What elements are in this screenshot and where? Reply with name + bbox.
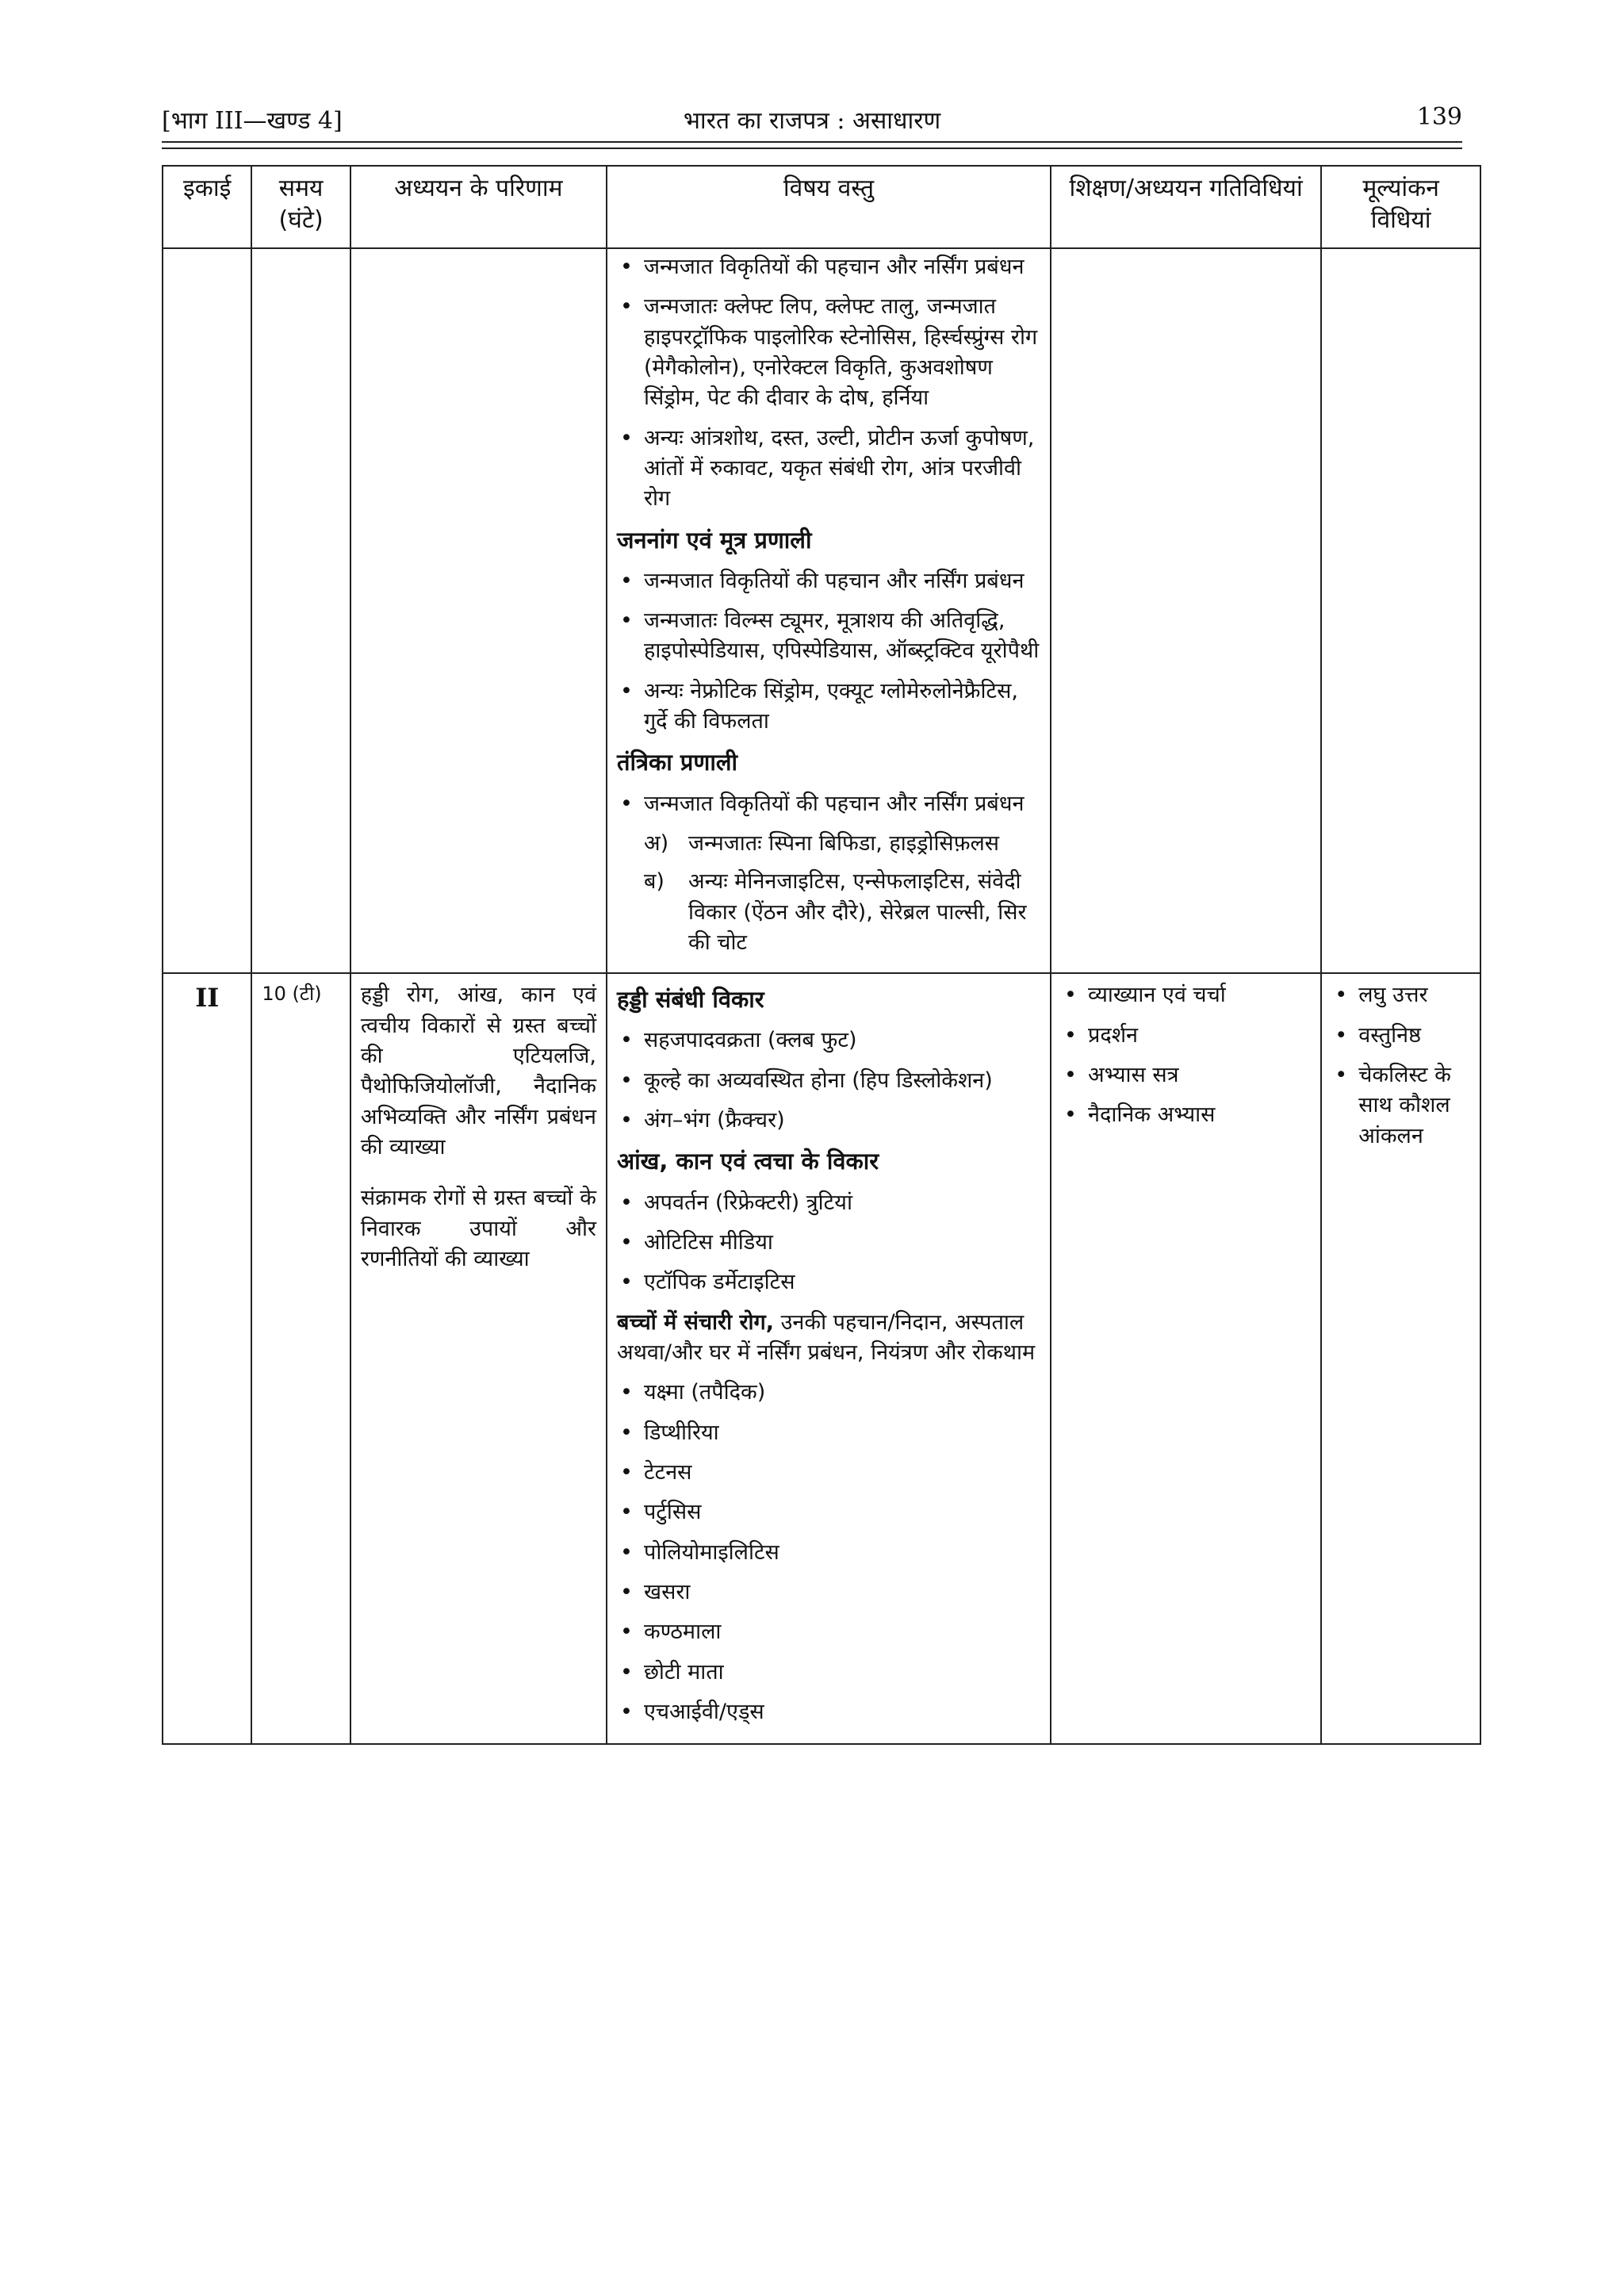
section-heading-eye-ear-skin: आंख, कान एवं त्वचा के विकार	[616, 1148, 879, 1175]
table-row	[163, 248, 1480, 973]
list-item: • पोलियोमाइलिटिस	[619, 1539, 779, 1565]
section-heading-genitourinary: जननांग एवं मूत्र प्रणाली	[616, 526, 812, 554]
list-item: • वस्तुनिष्ठ	[1335, 1022, 1422, 1048]
section-heading-bone-disorders: हड्डी संबंधी विकार	[616, 986, 764, 1014]
eye-ear-skin-list	[617, 1188, 1040, 1298]
list-item: • यक्ष्मा (तपैदिक)	[619, 1380, 766, 1405]
list-item: • जन्मजात विकृतियों की पहचान और नर्सिंग प्रबंधन	[619, 791, 1025, 816]
list-item: • जन्मजातः विल्म्स ट्यूमर, मूत्राशय की अतिवृद्धि, हाइपोस्पेडियास, एपिस्पेडियास, ऑब्स्ट्रक्टिव यूरोपैथी	[619, 608, 1040, 664]
list-item: • लघु उत्तर	[1335, 983, 1428, 1008]
table-row	[163, 973, 1480, 1744]
list-item: • जन्मजात विकृतियों की पहचान और नर्सिंग प्रबंधन	[619, 255, 1025, 279]
evaluation-cell-empty	[1321, 248, 1480, 973]
list-item: • अभ्यास सत्र	[1064, 1062, 1179, 1087]
page-number: 139	[1416, 103, 1462, 131]
list-item: • खसरा	[619, 1579, 691, 1604]
list-item: • प्रदर्शन	[1064, 1022, 1139, 1048]
running-head	[162, 97, 1462, 136]
column-header-content: विषय वस्तु	[607, 166, 1051, 248]
list-item: • टेटनस	[619, 1459, 692, 1485]
activity-cell-empty	[1051, 248, 1321, 973]
teaching-activity-list	[1061, 980, 1311, 1130]
time-cell-empty	[251, 248, 350, 973]
time-hours: 10 (टी)	[251, 973, 350, 1744]
list-item: • नैदानिक अभ्यास	[1064, 1102, 1216, 1128]
nervous-system-list	[617, 789, 1040, 819]
list-item: • कण्ठमाला	[619, 1619, 722, 1645]
list-item: • अन्यः आंत्रशोथ, दस्त, उल्टी, प्रोटीन ऊर्जा कुपोषण, आंतों में रुकावट, यकृत संबंधी रोग, आंत्र परजीवी रोग	[619, 425, 1035, 512]
learning-outcome: हड्डी रोग, आंख, कान एवं त्वचीय विकारों से ग्रस्त बच्चों की एटियलजि, पैथोफिजियोलॉजी, नैदानिक अभिव्यक्ति और नर्सिंग प्रबंधन की व्याख्या	[360, 983, 596, 1159]
gi-disorder-list	[617, 252, 1040, 515]
curriculum-table	[162, 165, 1481, 1745]
list-item: • डिप्थीरिया	[619, 1420, 719, 1445]
evaluation-method-list	[1331, 980, 1470, 1152]
list-item: • कूल्हे का अव्यवस्थित होना (हिप डिस्लोकेशन)	[619, 1068, 993, 1093]
section-heading-communicable-diseases: बच्चों में संचारी रोग, उनकी पहचान/निदान, अस्पताल अथवा/और घर में नर्सिंग प्रबंधन, नियंत्रण और रोकथाम	[616, 1309, 1036, 1365]
table-header-row	[163, 166, 1480, 248]
content-cell	[607, 973, 1051, 1744]
header-rule-top	[162, 141, 1462, 143]
list-item: • एचआईवी/एड्स	[619, 1699, 764, 1724]
list-item: • पर्टुसिस	[619, 1500, 702, 1525]
gazette-title: भारत का राजपत्र : असाधारण	[683, 107, 941, 135]
list-item: • चेकलिस्ट के साथ कौशल आंकलन	[1335, 1062, 1451, 1148]
communicable-disease-list	[617, 1378, 1040, 1727]
list-item: • अंग–भंग (फ्रैक्चर)	[619, 1108, 785, 1133]
list-item: • जन्मजात विकृतियों की पहचान और नर्सिंग प्रबंधन	[619, 568, 1025, 593]
unit-cell-empty	[163, 248, 251, 973]
sub-list-item: ब) अन्यः मेनिनजाइटिस, एन्सेफलाइटिस, संवेदी विकार (ऐंठन और दौरे), सेरेब्रल पाल्सी, सिर की चोट	[643, 869, 1027, 955]
learning-outcome: संक्रामक रोगों से ग्रस्त बच्चों के निवारक उपायों और रणनीतियों की व्याख्या	[360, 1186, 596, 1271]
list-item: • अपवर्तन (रिफ्रेक्टरी) त्रुटियां	[619, 1190, 852, 1215]
nervous-system-sublist	[644, 829, 1040, 958]
header-rule-bottom	[162, 148, 1462, 149]
column-header-activities: शिक्षण/अध्ययन गतिविधियां	[1051, 166, 1321, 248]
list-item: • जन्मजातः क्लेफ्ट लिप, क्लेफ्ट तालु, जन्मजात हाइपरट्रॉफिक पाइलोरिक स्टेनोसिस, हिर्स्चस्प्रुंग्स रोग (मेगैकोलोन), एनोरेक्टल विकृति, कुअवशोषण सिंड्रोम, पेट की दीवार के दोष, हर्निया	[619, 294, 1038, 411]
column-header-unit: इकाई	[163, 166, 251, 248]
content-cell	[607, 248, 1051, 973]
list-item: • ओटिटिस मीडिया	[619, 1229, 773, 1255]
unit-number: II	[163, 973, 251, 1744]
list-item: • छोटी माता	[619, 1659, 724, 1685]
column-header-outcomes: अध्ययन के परिणाम	[350, 166, 607, 248]
list-item: • सहजपादवक्रता (क्लब फुट)	[619, 1028, 857, 1053]
outcome-cell-empty	[350, 248, 607, 973]
column-header-time: समय (घंटे)	[251, 166, 350, 248]
activity-cell	[1051, 973, 1321, 1744]
sub-list-item: अ) जन्मजातः स्पिना बिफिडा, हाइड्रोसिफ़लस	[643, 830, 1000, 856]
list-item: • अन्यः नेफ्रोटिक सिंड्रोम, एक्यूट ग्लोमेरुलोनेफ्रैटिस, गुर्दे की विफलता	[619, 678, 1018, 734]
column-header-evaluation: मूल्यांकन विधियां	[1321, 166, 1480, 248]
list-item: • व्याख्यान एवं चर्चा	[1064, 983, 1226, 1008]
genitourinary-list	[617, 566, 1040, 738]
outcome-cell	[350, 973, 607, 1744]
list-item: • एटॉपिक डर्मेटाइटिस	[619, 1270, 795, 1295]
section-heading-nervous-system: तंत्रिका प्रणाली	[616, 749, 738, 776]
bone-disorder-list	[617, 1025, 1040, 1136]
part-section-label: [भाग III—खण्ड 4]	[162, 107, 343, 135]
evaluation-cell	[1321, 973, 1480, 1744]
